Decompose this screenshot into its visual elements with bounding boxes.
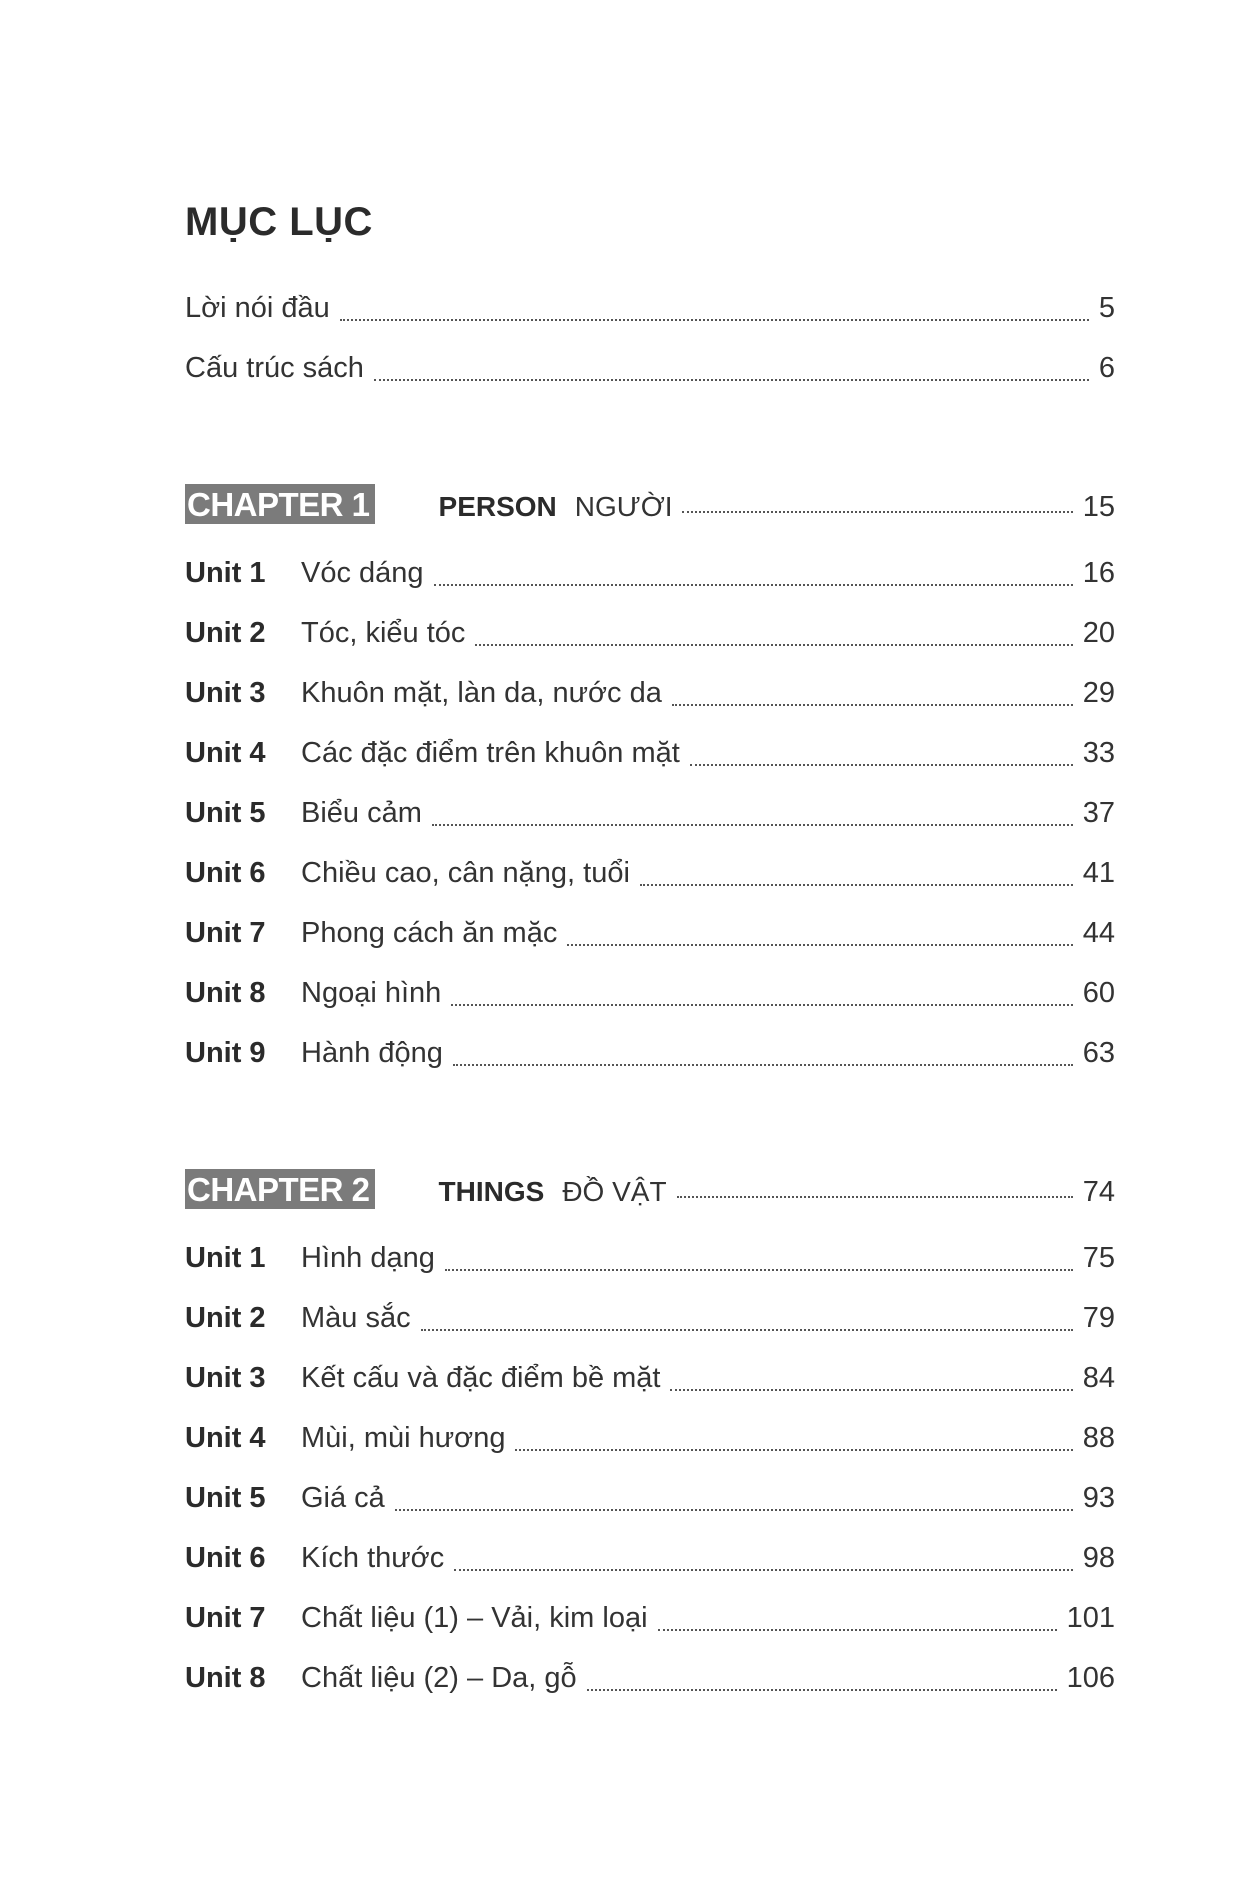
chapter-page-number: 74 [1082,1176,1115,1208]
unit-title: Chiều cao, cân nặng, tuổi [301,857,630,889]
unit-page-number: 93 [1082,1482,1115,1514]
chapter-badge: CHAPTER 2 [185,1169,375,1209]
unit-label: Unit 6 [185,1542,266,1574]
dot-leader [421,1325,1073,1331]
toc-unit-entry[interactable] [185,737,1115,777]
dot-leader [453,1060,1073,1066]
unit-title: Kết cấu và đặc điểm bề mặt [301,1362,661,1394]
unit-page-number: 88 [1082,1422,1115,1454]
entry-label: Cấu trúc sách [185,352,364,384]
unit-page-number: 106 [1066,1662,1115,1694]
dot-leader [567,940,1072,946]
unit-title: Khuôn mặt, làn da, nước da [301,677,662,709]
entry-page-number: 6 [1098,352,1115,384]
unit-label: Unit 8 [185,1662,266,1694]
unit-title: Biểu cảm [301,797,422,829]
unit-page-number: 60 [1082,977,1115,1009]
dot-leader [682,507,1072,513]
dot-leader [672,700,1073,706]
unit-label: Unit 2 [185,1302,266,1334]
chapter-name-vi: NGƯỜI [574,491,673,522]
toc-entry-preface[interactable] [185,292,1115,332]
unit-page-number: 33 [1082,737,1115,769]
unit-title: Ngoại hình [301,977,442,1009]
unit-label: Unit 7 [185,917,266,949]
unit-label: Unit 8 [185,977,266,1009]
unit-title: Hình dạng [301,1242,435,1274]
page-title: MỤC LỤC [185,200,373,244]
chapter-name-en: PERSON [438,491,557,522]
unit-label: Unit 2 [185,617,266,649]
unit-page-number: 16 [1082,557,1115,589]
unit-label: Unit 7 [185,1602,266,1634]
unit-page-number: 20 [1082,617,1115,649]
unit-label: Unit 3 [185,677,266,709]
unit-page-number: 29 [1082,677,1115,709]
dot-leader [432,820,1073,826]
dot-leader [658,1625,1057,1631]
toc-entry-book-structure[interactable] [185,352,1115,392]
unit-title: Chất liệu (2) – Da, gỗ [301,1662,577,1694]
dot-leader [670,1385,1072,1391]
unit-label: Unit 4 [185,1422,266,1454]
unit-label: Unit 4 [185,737,266,769]
chapter-badge: CHAPTER 1 [185,484,375,524]
entry-page-number: 5 [1098,292,1115,324]
dot-leader [434,580,1073,586]
unit-title: Hành động [301,1037,443,1069]
toc-unit-entry[interactable] [185,1602,1115,1642]
unit-title: Vóc dáng [301,557,424,589]
unit-label: Unit 5 [185,797,266,829]
dot-leader [451,1000,1072,1006]
unit-title: Giá cả [301,1482,385,1514]
unit-title: Chất liệu (1) – Vải, kim loại [301,1602,648,1634]
unit-page-number: 101 [1066,1602,1115,1634]
dot-leader [454,1565,1073,1571]
unit-title: Kích thước [301,1542,445,1574]
dot-leader [587,1685,1057,1691]
unit-page-number: 84 [1082,1362,1115,1394]
toc-unit-entry[interactable] [185,1422,1115,1462]
dot-leader [690,760,1073,766]
toc-unit-entry[interactable] [185,617,1115,657]
unit-label: Unit 6 [185,857,266,889]
unit-title: Phong cách ăn mặc [301,917,558,949]
unit-page-number: 37 [1082,797,1115,829]
dot-leader [515,1445,1072,1451]
toc-unit-entry[interactable] [185,1662,1115,1702]
dot-leader [340,315,1089,321]
toc-unit-entry[interactable] [185,1302,1115,1342]
toc-unit-entry[interactable] [185,1242,1115,1282]
dot-leader [640,880,1073,886]
toc-unit-entry[interactable] [185,917,1115,957]
toc-unit-entry[interactable] [185,857,1115,897]
dot-leader [677,1192,1073,1198]
unit-title: Màu sắc [301,1302,411,1334]
entry-label: Lời nói đầu [185,292,330,324]
unit-title: Các đặc điểm trên khuôn mặt [301,737,680,769]
dot-leader [475,640,1072,646]
toc-unit-entry[interactable] [185,677,1115,717]
toc-unit-entry[interactable] [185,557,1115,597]
chapter-name-vi: ĐỒ VẬT [562,1176,667,1207]
unit-title: Mùi, mùi hương [301,1422,506,1454]
toc-unit-entry[interactable] [185,1542,1115,1582]
unit-page-number: 75 [1082,1242,1115,1274]
unit-page-number: 41 [1082,857,1115,889]
unit-page-number: 63 [1082,1037,1115,1069]
chapter-heading-1[interactable] [185,484,1115,524]
dot-leader [395,1505,1073,1511]
toc-unit-entry[interactable] [185,1037,1115,1077]
unit-page-number: 98 [1082,1542,1115,1574]
toc-unit-entry[interactable] [185,1482,1115,1522]
unit-label: Unit 1 [185,1242,266,1274]
toc-unit-entry[interactable] [185,1362,1115,1402]
chapter-name-en: THINGS [438,1176,545,1207]
toc-unit-entry[interactable] [185,797,1115,837]
dot-leader [445,1265,1073,1271]
unit-page-number: 44 [1082,917,1115,949]
unit-label: Unit 3 [185,1362,266,1394]
dot-leader [374,375,1089,381]
toc-unit-entry[interactable] [185,977,1115,1017]
chapter-page-number: 15 [1082,491,1115,523]
unit-label: Unit 5 [185,1482,266,1514]
unit-title: Tóc, kiểu tóc [301,617,466,649]
unit-label: Unit 1 [185,557,266,589]
unit-label: Unit 9 [185,1037,266,1069]
unit-page-number: 79 [1082,1302,1115,1334]
chapter-heading-2[interactable] [185,1169,1115,1209]
